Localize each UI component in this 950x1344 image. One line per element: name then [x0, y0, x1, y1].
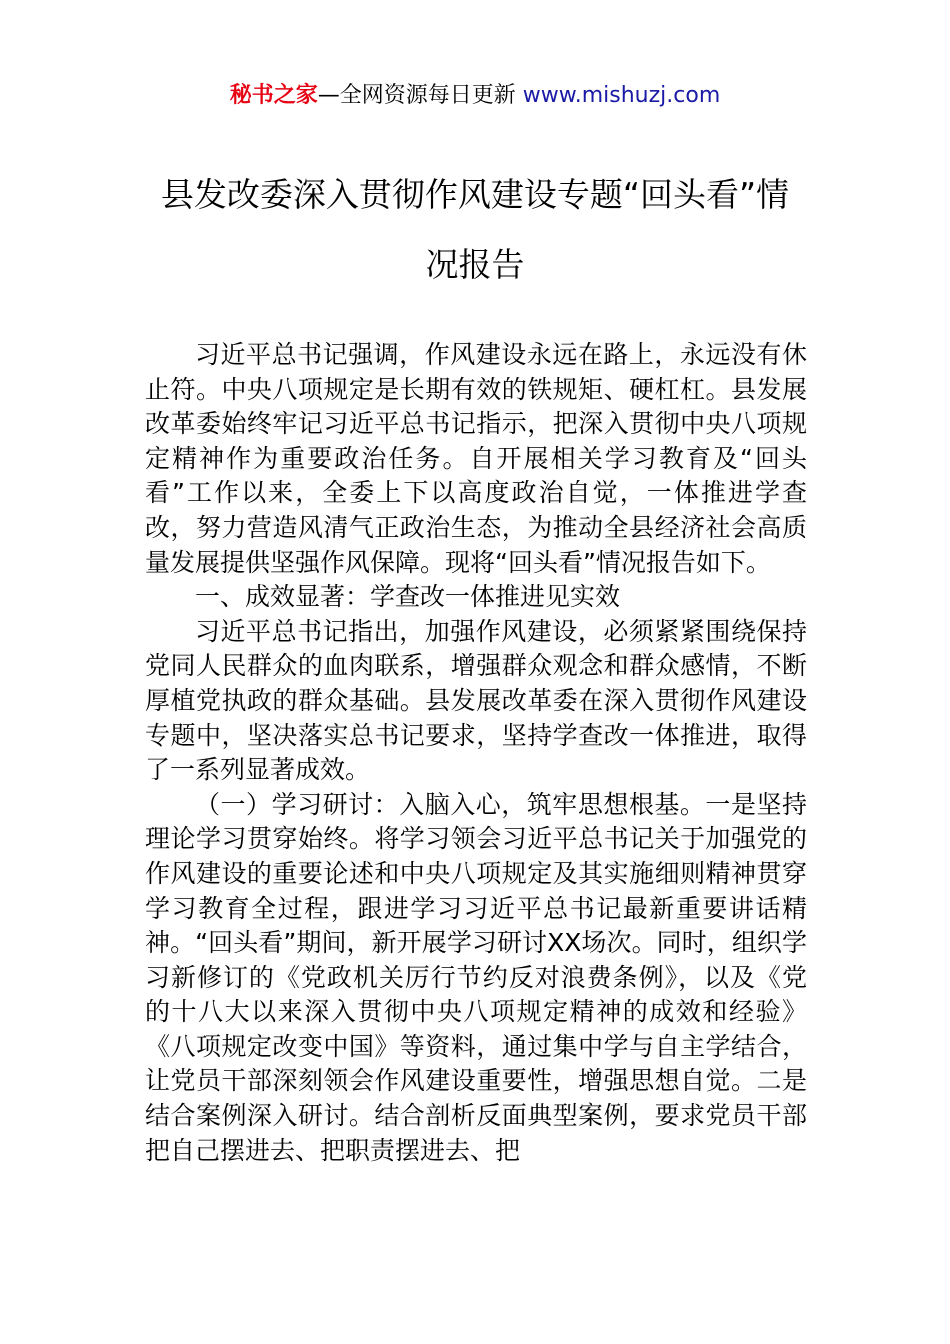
paragraph-subsection-1: （一）学习研讨：入脑入心，筑牢思想根基。一是坚持理论学习贯穿始终。将学习领会习近平总书记关于加强党的作风建设的重要论述和中央八项规定及其实施细则精神贯穿学习教育全过程，跟进学习习近平总书记最新重要讲话精神。“回头看”期间，新开展学习研讨XX场次。同时，组织学习新修订的《党政机关厉行节约反对浪费条例》，以及《党的十八大以来深入贯彻中央八项规定精神的成效和经验》《八项规定改变中国》等资料，通过集中学与自主学结合，让党员干部深刻领会作风建设重要性，增强思想自觉。二是结合案例深入研讨。结合剖析反面典型案例，要求党员干部把自己摆进去、把职责摆进去、把 — [145, 789, 807, 1165]
document-title: 县发改委深入贯彻作风建设专题“回头看”情况报告 — [160, 175, 790, 284]
paragraph-section-1-intro: 习近平总书记指出，加强作风建设，必须紧紧围绕保持党同人民群众的血肉联系，增强群众观念和群众感情，不断厚植党执政的群众基础。县发展改革委在深入贯彻作风建设专题中，坚决落实总书记要求，坚持学查改一体推进，取得了一系列显著成效。 — [145, 616, 807, 785]
site-header — [0, 80, 950, 112]
header-tagline: —全网资源每日更新 — [317, 83, 516, 108]
site-url-link[interactable]: www.mishuzj.com — [522, 83, 721, 108]
brand-name: 秘书之家 — [229, 83, 318, 108]
section-heading-1: 一、成效显著：学查改一体推进见实效 — [195, 582, 621, 612]
document-body — [145, 338, 807, 1168]
paragraph-intro: 习近平总书记强调，作风建设永远在路上，永远没有休止符。中央八项规定是长期有效的铁规矩、硬杠杠。县发展改革委始终牢记习近平总书记指示，把深入贯彻中央八项规定精神作为重要政治任务。自开展相关学习教育及“回头看”工作以来，全委上下以高度政治自觉，一体推进学查改，努力营造风清气正政治生态，为推动全县经济社会高质量发展提供坚强作风保障。现将“回头看”情况报告如下。 — [145, 340, 807, 577]
